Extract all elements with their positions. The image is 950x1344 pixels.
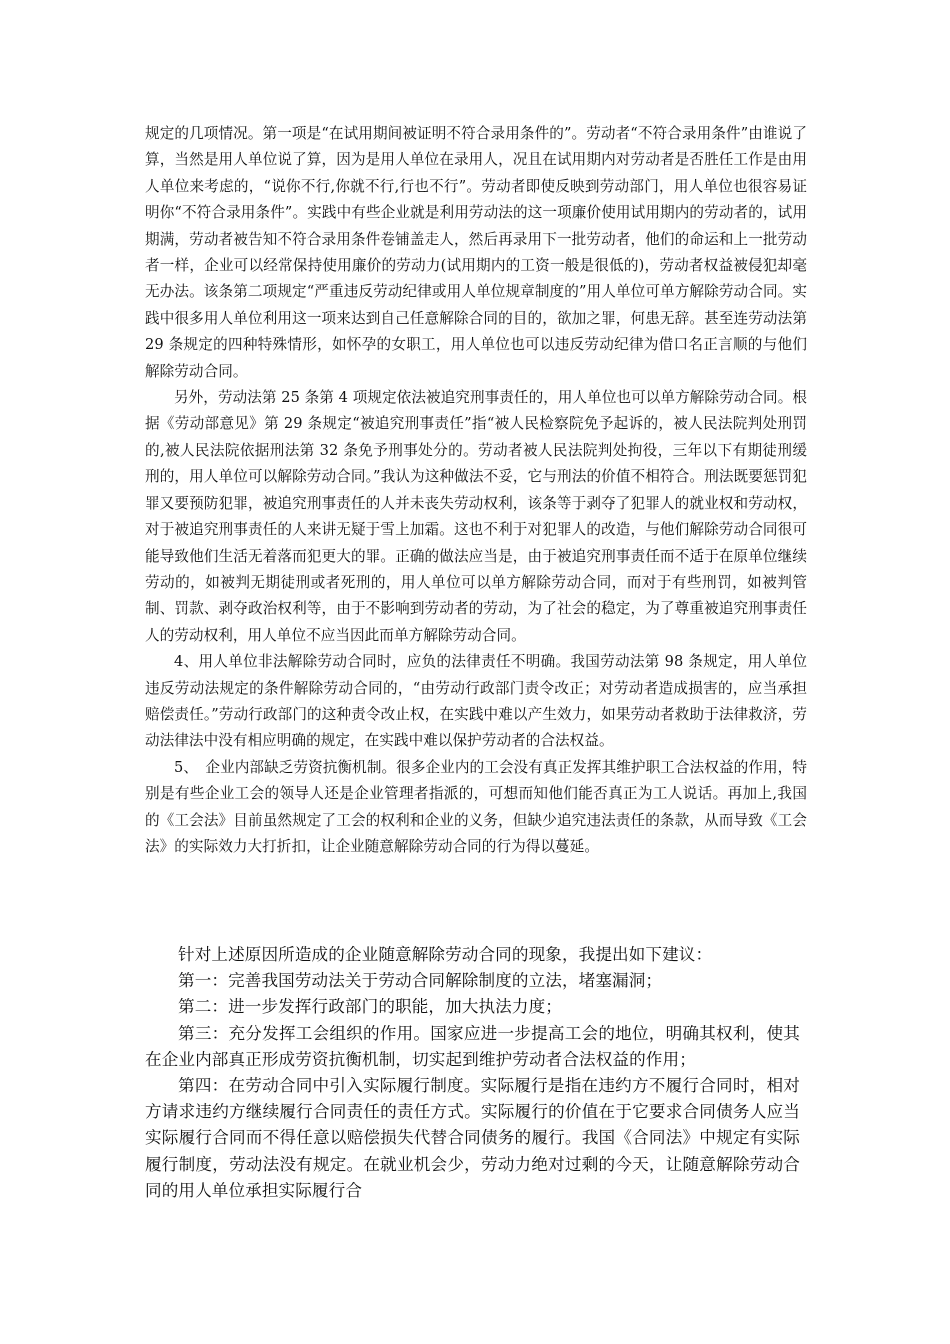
suggestion-4: 第四：在劳动合同中引入实际履行制度。实际履行是指在违约方不履行合同时，相对方请求违约方继续履行合同责任的责任方式。实际履行的价值在于它要求合同债务人应当实际履行合同而不得任意以赔偿损失代替合同债务的履行。我国《合同法》中规定有实际履行制度，劳动法没有规定。在就业机会少，劳动力绝对过剩的今天，让随意解除劳动合同的用人单位承担实际履行合 — [145, 1076, 800, 1200]
paragraph-point-4: 4、用人单位非法解除劳动合同时，应负的法律责任不明确。我国劳动法第 98 条规定，用人单位违反劳动法规定的条件解除劳动合同的，“由劳动行政部门责令改正；对劳动者造成损害的，应当承担赔偿责任。”劳动行政部门的这种责令改止权，在实践中难以产生效力，如果劳动者救助于法律救济，劳动法律法中没有相应明确的规定，在实践中难以保护劳动者的合法权益。 — [145, 653, 807, 750]
suggestion-2: 第二：进一步发挥行政部门的职能，加大执法力度； — [178, 997, 562, 1017]
suggestion-3: 第三：充分发挥工会组织的作用。国家应进一步提高工会的地位，明确其权利，使其在企业内部真正形成劳资抗衡机制，切实起到维护劳动者合法权益的作用； — [145, 1023, 800, 1069]
paragraph-criminal-liability: 另外，劳动法第 25 条第 4 项规定依法被追究刑事责任的，用人单位也可以单方解除劳动合同。根据《劳动部意见》第 29 条规定“被追究刑事责任”指“被人民检察院免予起诉的，被人民法院判处刑罚的,被人民法院依据刑法第 32 条免予刑事处分的。劳动者被人民法院判处拘役，三年以下有期徒刑缓刑的，用人单位可以解除劳动合同。”我认为这种做法不妥，它与刑法的价值不相符合。刑法既要惩罚犯罪又要预防犯罪，被追究刑事责任的人并未丧失劳动权利，该条等于剥夺了犯罪人的就业权和劳动权，对于被追究刑事责任的人来讲无疑于雪上加霜。这也不利于对犯罪人的改造，与他们解除劳动合同很可能导致他们生活无着落而犯更大的罪。正确的做法应当是，由于被追究刑事责任而不适于在原单位继续劳动的，如被判无期徒刑或者死刑的，用人单位可以单方解除劳动合同，而对于有些刑罚，如被判管制、罚款、剥夺政治权利等，由于不影响到劳动者的劳动，为了社会的稳定，为了尊重被追究刑事责任人的劳动权利，用人单位不应当因此而单方解除劳动合同。 — [145, 389, 807, 644]
paragraph-probation-clause: 规定的几项情况。第一项是“在试用期间被证明不符合录用条件的”。劳动者“不符合录用条件”由谁说了算，当然是用人单位说了算，因为是用人单位在录用人，况且在试用期内对劳动者是否胜任工作是由用人单位来考虑的，“说你不行,你就不行,行也不行”。劳动者即使反映到劳动部门，用人单位也很容易证明你“不符合录用条件”。实践中有些企业就是利用劳动法的这一项廉价使用试用期内的劳动者的，试用期满，劳动者被告知不符合录用条件卷铺盖走人，然后再录用下一批劳动者，他们的命运和上一批劳动者一样，企业可以经常保持使用廉价的劳动力(试用期内的工资一般是很低的)，劳动者权益被侵犯却毫无办法。该条第二项规定“严重违反劳动纪律或用人单位规章制度的”用人单位可单方解除劳动合同。实践中很多用人单位利用这一项来达到自己任意解除合同的目的，欲加之罪，何患无辞。甚至连劳动法第 29 条规定的四种特殊情形，如怀孕的女职工，用人单位也可以违反劳动纪律为借口名正言顺的与他们解除劳动合同。 — [145, 125, 807, 380]
suggestions-section — [145, 942, 800, 1204]
suggestions-intro: 针对上述原因所造成的企业随意解除劳动合同的现象，我提出如下建议： — [178, 945, 713, 964]
paragraph-point-5: 5、 企业内部缺乏劳资抗衡机制。很多企业内的工会没有真正发挥其维护职工合法权益的作用，特别是有些企业工会的领导人还是企业管理者指派的，可想而知他们能否真正为工人说话。再加上,我国的《工会法》目前虽然规定了工会的权利和企业的义务，但缺少追究违法责任的条款，从而导致《工会法》的实际效力大打折扣，让企业随意解除劳动合同的行为得以蔓延。 — [145, 758, 807, 855]
body-text-section — [145, 121, 807, 860]
suggestion-1: 第一：完善我国劳动法关于劳动合同解除制度的立法，堵塞漏洞； — [178, 971, 663, 991]
